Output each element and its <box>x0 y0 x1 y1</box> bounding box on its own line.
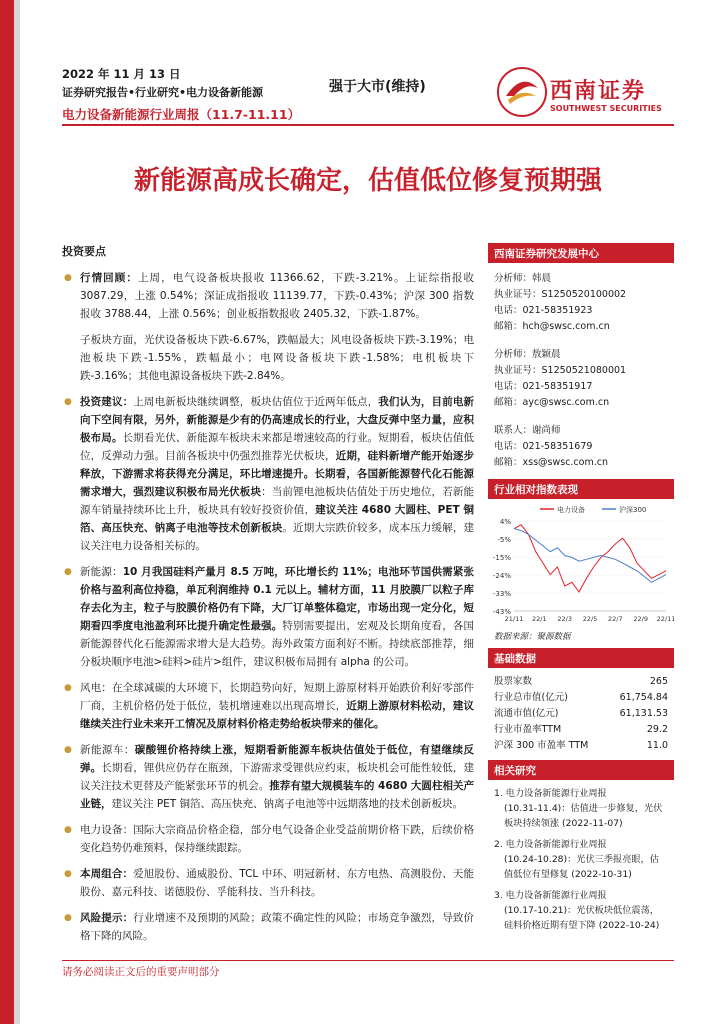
footer-divider <box>62 960 674 961</box>
list-item[interactable]: 2. 电力设备新能源行业周报 (10.24-10.28)：光伏三季报亮眼，估值低位有望修复 (2022-10-31) <box>494 839 659 880</box>
list-item[interactable]: 3. 电力设备新能源行业周报 (10.17-10.21)：光伏板块低位震荡，硅料价格近期有望下降 (2022-10-24) <box>494 890 660 931</box>
legend-label: 沪深300 <box>619 506 647 514</box>
table-row: 流通市值(亿元) 61,131.53 <box>494 708 668 719</box>
logo-name-en: SOUTHWEST SECURITIES <box>550 104 662 113</box>
paragraph-portfolio: ● 本周组合：爱旭股份、通威股份、TCL 中环、明冠新材、东方电热、高测股份、天能股份、嘉元科技、诺德股份、孚能科技、当升科技。 <box>62 865 474 901</box>
basic-data-heading: 基础数据 <box>488 648 674 668</box>
y-tick-label: -33% <box>492 590 511 598</box>
page-title: 新能源高成长确定，估值低位修复预期强 <box>133 166 602 196</box>
x-tick-label: 22/9 <box>633 615 648 623</box>
contact-block: 联系人：谢尚师 电话：021-58351679 邮箱：xss@swsc.com.cn <box>494 423 668 471</box>
y-tick-label: 4% <box>499 518 511 526</box>
x-tick-label: 22/5 <box>582 615 598 623</box>
footer-note: 请务必阅读正文后的重要声明部分 <box>62 966 220 978</box>
y-tick-label: -24% <box>492 572 511 580</box>
logo-name-cn: 西南证券 <box>550 79 647 104</box>
contact-block: 分析师：敖颖晨 执业证号：S1250521080001 电话：021-58351917 邮箱：ayc@swsc.com.cn <box>494 347 668 411</box>
related-research-heading: 相关研究 <box>488 760 674 780</box>
x-tick-label: 21/11 <box>504 615 524 623</box>
series-line-hs300 <box>514 529 666 583</box>
x-tick-label: 22/3 <box>557 615 572 623</box>
relative-index-chart <box>488 499 674 625</box>
y-tick-label: -5% <box>497 536 511 544</box>
paragraph-wind-power: ● 风电：在全球减碳的大环境下，长期趋势向好，短期上游原材料开始跌价利好零部件厂商，主机价格仍处于低位，装机增速难以出现高增长，近期上游原材料松动，建议继续关注行业未来开工情况及原材料价格走势给板块带来的催化。 <box>62 679 474 733</box>
email-link[interactable]: 邮箱：ayc@swsc.com.cn <box>494 397 610 408</box>
list-item[interactable]: 1. 电力设备新能源行业周报 (10.31-11.4)：估值进一步修复，光伏板块持续领涨 (2022-11-07) <box>494 788 663 829</box>
email-link[interactable]: 邮箱：hch@swsc.com.cn <box>494 321 610 332</box>
x-tick-label: 22/7 <box>608 615 623 623</box>
paragraph-risk: ● 风险提示：行业增速不及预期的风险；政策不确定性的风险；市场竞争激烈，导致价格下降的风险。 <box>62 909 474 945</box>
rating: 强于大市(维持) <box>329 79 426 95</box>
chart-heading: 行业相对指数表现 <box>488 479 674 499</box>
paragraph-sub-sectors: 子板块方面，光伏设备板块下跌-6.67%，跌幅最大；风电设备板块下跌-3.19%；电池板块下跌-1.55%，跌幅最小；电网设备板块下跌-1.58%；电机板块下跌-3.16%；其他电源设备板块下跌-2.84%。 <box>80 334 474 382</box>
report-name: 电力设备新能源行业周报（11.7-11.11） <box>62 107 301 122</box>
table-row: 行业市盈率TTM 29.2 <box>494 724 668 735</box>
table-row: 沪深 300 市盈率 TTM 11.0 <box>494 740 668 751</box>
contact-block: 分析师：韩晨 执业证号：S1250520100002 电话：021-58351923 邮箱：hch@swsc.com.cn <box>494 271 668 335</box>
y-tick-label: -15% <box>492 554 511 562</box>
header-divider <box>62 124 674 126</box>
right-column <box>488 243 674 939</box>
email-link[interactable]: 邮箱：xss@swsc.com.cn <box>494 457 608 468</box>
contact-list <box>488 263 674 471</box>
y-tick-label: -43% <box>492 608 511 616</box>
team-heading: 西南证券研究发展中心 <box>488 243 674 263</box>
x-tick-label: 22/1 <box>532 615 547 623</box>
left-accent-bar <box>0 0 14 1024</box>
index-chart-box <box>488 479 674 648</box>
report-date: 2022 年 11 月 13 日 <box>62 67 181 81</box>
section-heading: 投资要点 <box>62 245 106 258</box>
paragraph-power-equipment: ● 电力设备：国际大宗商品价格企稳，部分电气设备企业受益前期价格下跌，后续价格变化趋势仍难预料，保持继续跟踪。 <box>62 821 474 857</box>
x-tick-label: 22/11 <box>656 615 674 623</box>
paragraph-ev: ● 新能源车：碳酸锂价格持续上涨，短期看新能源车板块估值处于低位，有望继续反弹。长期看，锂供应仍存在瓶颈，下游需求受锂供应约束，板块机会可能性较低，建议关注技术更替及产能紧张环节的机会。推荐有望大规模装车的 4680 大圆柱相关产业链，建议关注 PET 铜箔、高压快充、钠离子电池等中远期落地的技术创新板块。 <box>62 741 474 813</box>
related-research-list <box>488 780 674 933</box>
basic-data-table <box>488 674 674 754</box>
main-content <box>62 243 474 953</box>
chart-source: 数据来源：聚源数据 <box>494 632 571 642</box>
company-logo-icon <box>496 66 548 118</box>
table-row: 行业总市值(亿元) 61,754.84 <box>494 692 668 703</box>
paragraph-new-energy: ● 新能源：10 月我国硅料产量月 8.5 万吨，环比增长约 11%；电池环节国供需紧张价格与盈利高位持稳，单瓦利润维持 0.1 元以上。辅材方面，11 月胶膜厂以粒子库存去化为主，粒子与胶膜价格仍有下降，大厂订单整体稳定，市场出现一定分化，短期看四季度电池盈利环比提升确定性最强。特别需要提出，宏观及长期角度看，各国新能源替代化石能源需求增大是大趋势。海外政策方面利好不断。持续底部推荐，细分板块顺序电池>硅料>硅片>组件，建议积极布局拥有 alpha 的公司。 <box>62 563 474 671</box>
legend-label: 电力设备 <box>557 506 585 514</box>
report-type: 证券研究报告•行业研究•电力设备新能源 <box>62 86 264 99</box>
table-row: 股票家数 265 <box>494 676 668 687</box>
paragraph-market-review: ● 行情回顾：上周，电气设备板块报收 11366.62，下跌-3.21%。上证综指报收 3087.29，上涨 0.54%；深证成指报收 11139.77，下跌-0.43%；沪深 300 指数报收 3788.44，上涨 0.56%；创业板指数报收 2405.32，下跌-1.87%。 <box>62 269 474 323</box>
paragraph-investment-advice: ● 投资建议：上周电新板块继续调整，板块估值位于近两年低点，我们认为，目前电新向下空间有限，另外，新能源是少有的仍高速成长的行业，大盘反弹中坚力量，应积极布局。长期看光伏、新能源车板块未来都是增速较高的行业。短期看，板块估值低位，反弹动力强。目前各板块中仍强烈推荐光伏板块，近期，硅料新增产能开始逐步释放，下游需求将获得充分满足，环比增速提升。长期看，各国新能源替代化石能源需求增大，强烈建议积极布局光伏板块：当前锂电池板块估值处于历史地位，若新能源车销量持续环比上升，板块具有较好投资价值，建议关注 4680 大圆柱、PET 铜箔、高压快充、钠离子电池等技术创新板块。近期大宗跌价较多，成本压力缓解，建议关注电力设备相关标的。 <box>62 393 474 555</box>
